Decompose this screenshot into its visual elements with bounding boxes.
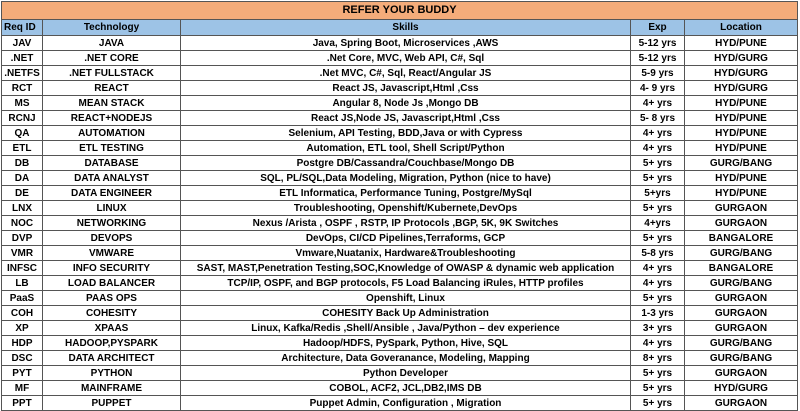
header-technology: Technology bbox=[43, 20, 181, 36]
cell-location: HYD/PUNE bbox=[685, 141, 798, 156]
table-body bbox=[2, 36, 798, 411]
cell-exp: 5+ yrs bbox=[631, 231, 685, 246]
cell-location: HYD/PUNE bbox=[685, 96, 798, 111]
cell-location: GURG/BANG bbox=[685, 351, 798, 366]
cell-technology: .NET CORE bbox=[43, 51, 181, 66]
cell-skills: Puppet Admin, Configuration , Migration bbox=[181, 396, 631, 411]
cell-skills: Nexus /Arista , OSPF , RSTP, IP Protocols ,BGP, 5K, 9K Switches bbox=[181, 216, 631, 231]
cell-req-id: PaaS bbox=[2, 291, 43, 306]
cell-skills: SQL, PL/SQL,Data Modeling, Migration, Python (nice to have) bbox=[181, 171, 631, 186]
cell-skills: React JS,Node JS, Javascript,Html ,Css bbox=[181, 111, 631, 126]
cell-req-id: DA bbox=[2, 171, 43, 186]
cell-technology: MEAN STACK bbox=[43, 96, 181, 111]
table-row bbox=[2, 246, 798, 261]
cell-req-id: DVP bbox=[2, 231, 43, 246]
cell-location: GURGAON bbox=[685, 306, 798, 321]
title-row bbox=[2, 2, 798, 20]
cell-req-id: DSC bbox=[2, 351, 43, 366]
cell-location: BANGALORE bbox=[685, 231, 798, 246]
cell-skills: .Net MVC, C#, Sql, React/Angular JS bbox=[181, 66, 631, 81]
cell-location: GURGAON bbox=[685, 201, 798, 216]
cell-skills: DevOps, CI/CD Pipelines,Terraforms, GCP bbox=[181, 231, 631, 246]
cell-skills: Selenium, API Testing, BDD,Java or with Cypress bbox=[181, 126, 631, 141]
cell-technology: LINUX bbox=[43, 201, 181, 216]
cell-exp: 8+ yrs bbox=[631, 351, 685, 366]
cell-skills: Angular 8, Node Js ,Mongo DB bbox=[181, 96, 631, 111]
cell-technology: INFO SECURITY bbox=[43, 261, 181, 276]
cell-exp: 5+yrs bbox=[631, 186, 685, 201]
cell-skills: Linux, Kafka/Redis ,Shell/Ansible , Java/Python – dev experience bbox=[181, 321, 631, 336]
table-row bbox=[2, 321, 798, 336]
cell-technology: DATA ARCHITECT bbox=[43, 351, 181, 366]
cell-location: GURGAON bbox=[685, 321, 798, 336]
refer-buddy-sheet bbox=[1, 1, 797, 411]
table-row bbox=[2, 201, 798, 216]
cell-skills: Troubleshooting, Openshift/Kubernete,DevOps bbox=[181, 201, 631, 216]
table-row bbox=[2, 186, 798, 201]
cell-technology: LOAD BALANCER bbox=[43, 276, 181, 291]
cell-req-id: .NET bbox=[2, 51, 43, 66]
cell-skills: Vmware,Nuatanix, Hardware&Troubleshooting bbox=[181, 246, 631, 261]
table-row bbox=[2, 306, 798, 321]
cell-exp: 4+ yrs bbox=[631, 126, 685, 141]
cell-location: HYD/PUNE bbox=[685, 126, 798, 141]
cell-req-id: MS bbox=[2, 96, 43, 111]
cell-exp: 4+yrs bbox=[631, 216, 685, 231]
cell-technology: AUTOMATION bbox=[43, 126, 181, 141]
cell-exp: 5+ yrs bbox=[631, 291, 685, 306]
cell-location: HYD/GURG bbox=[685, 66, 798, 81]
cell-req-id: .NETFS bbox=[2, 66, 43, 81]
cell-location: GURG/BANG bbox=[685, 246, 798, 261]
cell-req-id: PPT bbox=[2, 396, 43, 411]
cell-technology: DATABASE bbox=[43, 156, 181, 171]
cell-exp: 5+ yrs bbox=[631, 201, 685, 216]
table-row bbox=[2, 81, 798, 96]
cell-req-id: JAV bbox=[2, 36, 43, 51]
cell-skills: Java, Spring Boot, Microservices ,AWS bbox=[181, 36, 631, 51]
cell-exp: 4- 9 yrs bbox=[631, 81, 685, 96]
table-row bbox=[2, 126, 798, 141]
cell-location: HYD/PUNE bbox=[685, 36, 798, 51]
cell-technology: NETWORKING bbox=[43, 216, 181, 231]
header-exp: Exp bbox=[631, 20, 685, 36]
cell-location: GURG/BANG bbox=[685, 336, 798, 351]
cell-exp: 5+ yrs bbox=[631, 396, 685, 411]
cell-technology: REACT bbox=[43, 81, 181, 96]
cell-req-id: RCT bbox=[2, 81, 43, 96]
cell-exp: 4+ yrs bbox=[631, 336, 685, 351]
table-row bbox=[2, 156, 798, 171]
table-row bbox=[2, 351, 798, 366]
cell-req-id: LB bbox=[2, 276, 43, 291]
cell-req-id: XP bbox=[2, 321, 43, 336]
table-row bbox=[2, 276, 798, 291]
cell-req-id: QA bbox=[2, 126, 43, 141]
table-row bbox=[2, 366, 798, 381]
cell-location: BANGALORE bbox=[685, 261, 798, 276]
cell-location: GURGAON bbox=[685, 396, 798, 411]
cell-technology: PUPPET bbox=[43, 396, 181, 411]
cell-exp: 5-12 yrs bbox=[631, 36, 685, 51]
cell-location: GURGAON bbox=[685, 366, 798, 381]
cell-exp: 4+ yrs bbox=[631, 141, 685, 156]
cell-req-id: DE bbox=[2, 186, 43, 201]
cell-exp: 5- 8 yrs bbox=[631, 111, 685, 126]
cell-technology: DEVOPS bbox=[43, 231, 181, 246]
cell-skills: Automation, ETL tool, Shell Script/Python bbox=[181, 141, 631, 156]
header-skills: Skills bbox=[181, 20, 631, 36]
cell-technology: DATA ANALYST bbox=[43, 171, 181, 186]
cell-req-id: DB bbox=[2, 156, 43, 171]
table-row bbox=[2, 291, 798, 306]
cell-technology: PAAS OPS bbox=[43, 291, 181, 306]
cell-exp: 1-3 yrs bbox=[631, 306, 685, 321]
table-row bbox=[2, 96, 798, 111]
table-row bbox=[2, 51, 798, 66]
cell-technology: XPAAS bbox=[43, 321, 181, 336]
cell-skills: ETL Informatica, Performance Tuning, Postgre/MySql bbox=[181, 186, 631, 201]
table-row bbox=[2, 111, 798, 126]
cell-req-id: NOC bbox=[2, 216, 43, 231]
cell-skills: Hadoop/HDFS, PySpark, Python, Hive, SQL bbox=[181, 336, 631, 351]
cell-exp: 4+ yrs bbox=[631, 276, 685, 291]
table-row bbox=[2, 171, 798, 186]
table-row bbox=[2, 396, 798, 411]
cell-technology: DATA ENGINEER bbox=[43, 186, 181, 201]
cell-exp: 5+ yrs bbox=[631, 366, 685, 381]
cell-exp: 5-12 yrs bbox=[631, 51, 685, 66]
sheet-title: REFER YOUR BUDDY bbox=[2, 2, 798, 20]
cell-location: HYD/GURG bbox=[685, 81, 798, 96]
cell-req-id: COH bbox=[2, 306, 43, 321]
cell-technology: MAINFRAME bbox=[43, 381, 181, 396]
cell-req-id: RCNJ bbox=[2, 111, 43, 126]
openings-table bbox=[1, 1, 798, 411]
table-row bbox=[2, 66, 798, 81]
cell-location: HYD/GURG bbox=[685, 381, 798, 396]
cell-skills: Postgre DB/Cassandra/Couchbase/Mongo DB bbox=[181, 156, 631, 171]
cell-skills: COHESITY Back Up Administration bbox=[181, 306, 631, 321]
cell-skills: .Net Core, MVC, Web API, C#, Sql bbox=[181, 51, 631, 66]
cell-req-id: INFSC bbox=[2, 261, 43, 276]
cell-technology: JAVA bbox=[43, 36, 181, 51]
cell-exp: 5+ yrs bbox=[631, 171, 685, 186]
header-row bbox=[2, 20, 798, 36]
cell-exp: 5+ yrs bbox=[631, 381, 685, 396]
cell-exp: 5+ yrs bbox=[631, 156, 685, 171]
cell-location: HYD/PUNE bbox=[685, 111, 798, 126]
cell-req-id: VMR bbox=[2, 246, 43, 261]
cell-location: HYD/GURG bbox=[685, 51, 798, 66]
table-row bbox=[2, 216, 798, 231]
cell-exp: 5-8 yrs bbox=[631, 246, 685, 261]
cell-skills: React JS, Javascript,Html ,Css bbox=[181, 81, 631, 96]
table-row bbox=[2, 36, 798, 51]
cell-exp: 5-9 yrs bbox=[631, 66, 685, 81]
cell-skills: Python Developer bbox=[181, 366, 631, 381]
cell-skills: COBOL, ACF2, JCL,DB2,IMS DB bbox=[181, 381, 631, 396]
cell-skills: SAST, MAST,Penetration Testing,SOC,Knowledge of OWASP & dynamic web application bbox=[181, 261, 631, 276]
cell-location: GURGAON bbox=[685, 216, 798, 231]
table-row bbox=[2, 336, 798, 351]
cell-technology: .NET FULLSTACK bbox=[43, 66, 181, 81]
cell-exp: 4+ yrs bbox=[631, 261, 685, 276]
cell-technology: COHESITY bbox=[43, 306, 181, 321]
header-req-id: Req ID bbox=[2, 20, 43, 36]
cell-exp: 4+ yrs bbox=[631, 96, 685, 111]
cell-skills: Openshift, Linux bbox=[181, 291, 631, 306]
cell-req-id: MF bbox=[2, 381, 43, 396]
cell-exp: 3+ yrs bbox=[631, 321, 685, 336]
cell-skills: Architecture, Data Goveranance, Modeling, Mapping bbox=[181, 351, 631, 366]
table-row bbox=[2, 261, 798, 276]
cell-technology: HADOOP,PYSPARK bbox=[43, 336, 181, 351]
cell-technology: REACT+NODEJS bbox=[43, 111, 181, 126]
cell-location: GURG/BANG bbox=[685, 156, 798, 171]
cell-technology: PYTHON bbox=[43, 366, 181, 381]
cell-technology: ETL TESTING bbox=[43, 141, 181, 156]
table-row bbox=[2, 381, 798, 396]
cell-location: HYD/PUNE bbox=[685, 171, 798, 186]
cell-req-id: ETL bbox=[2, 141, 43, 156]
cell-skills: TCP/IP, OSPF, and BGP protocols, F5 Load Balancing iRules, HTTP profiles bbox=[181, 276, 631, 291]
cell-location: GURG/BANG bbox=[685, 276, 798, 291]
cell-location: HYD/PUNE bbox=[685, 186, 798, 201]
cell-req-id: PYT bbox=[2, 366, 43, 381]
table-row bbox=[2, 141, 798, 156]
cell-req-id: LNX bbox=[2, 201, 43, 216]
cell-technology: VMWARE bbox=[43, 246, 181, 261]
cell-req-id: HDP bbox=[2, 336, 43, 351]
header-location: Location bbox=[685, 20, 798, 36]
table-row bbox=[2, 231, 798, 246]
cell-location: GURGAON bbox=[685, 291, 798, 306]
